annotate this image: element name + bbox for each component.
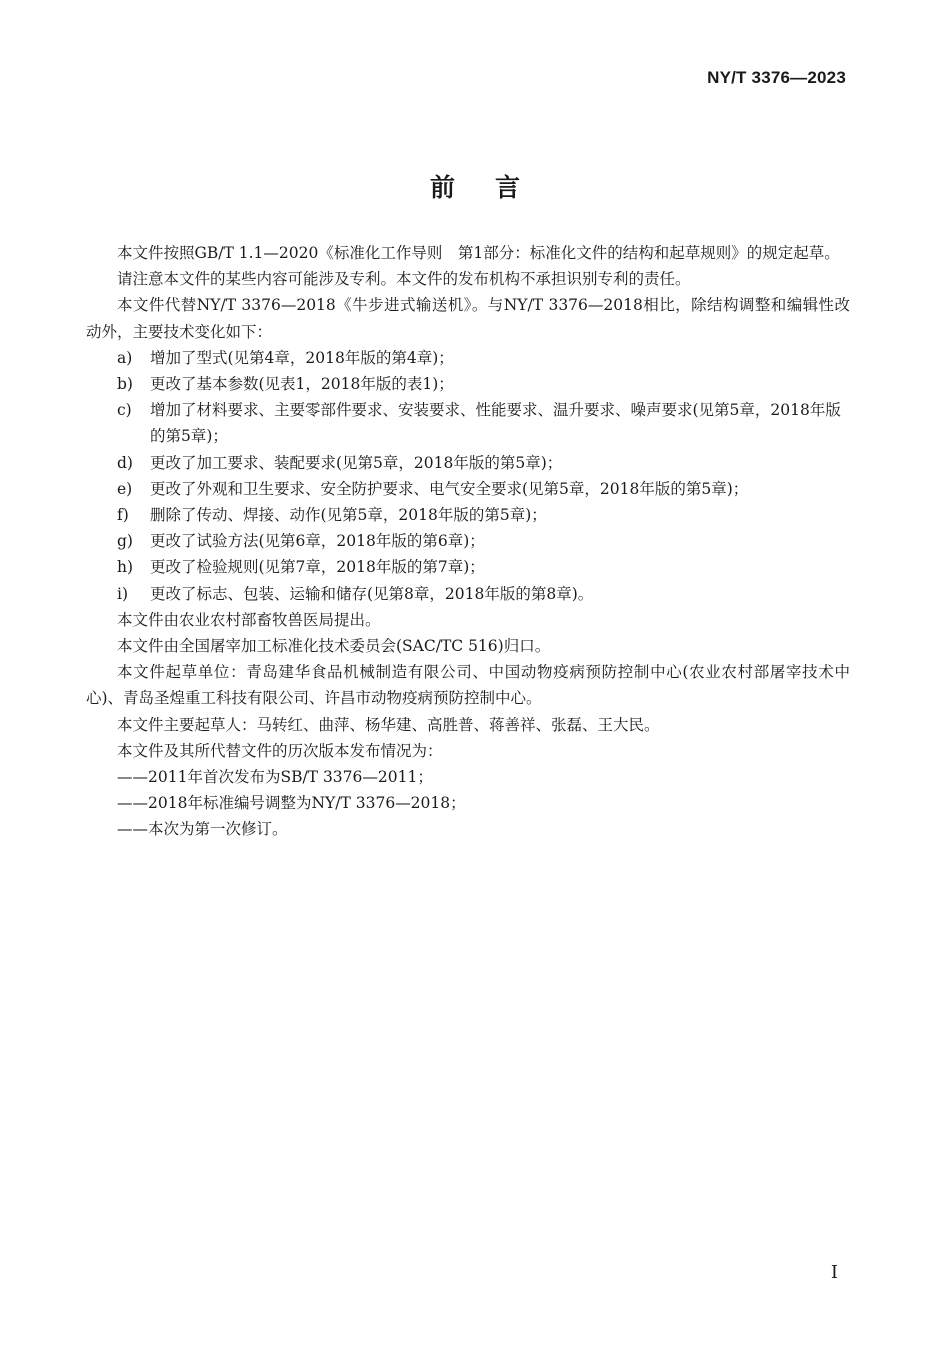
list-item-text: 更改了加工要求、装配要求(见第5章，2018年版的第5章)； — [150, 453, 563, 472]
foreword-body — [86, 240, 850, 843]
list-item — [86, 397, 850, 449]
list-item-text: 增加了材料要求、主要零部件要求、安装要求、性能要求、温升要求、噪声要求(见第5章，2018年版的第5章)； — [150, 401, 841, 446]
list-item — [86, 581, 850, 607]
page-number: I — [830, 1262, 838, 1283]
list-item-label: i) — [117, 584, 129, 603]
list-item-text: 更改了试验方法(见第6章，2018年版的第6章)； — [150, 532, 485, 551]
list-item-text: 增加了型式(见第4章，2018年版的第4章)； — [150, 348, 454, 367]
paragraph-patent-notice: 请注意本文件的某些内容可能涉及专利。本文件的发布机构不承担识别专利的责任。 — [117, 270, 691, 289]
list-item — [86, 476, 850, 502]
list-item — [86, 371, 850, 397]
standard-code: NY/T 3376—2023 — [707, 68, 846, 87]
list-item-text: 更改了标志、包装、运输和储存(见第8章，2018年版的第8章)。 — [150, 584, 594, 603]
paragraph-replacement: 本文件代替NY/T 3376—2018《牛步进式输送机》。与NY/T 3376—2018相比，除结构调整和编辑性改动外，主要技术变化如下： — [86, 296, 850, 341]
list-item-label: a) — [117, 348, 133, 367]
list-item-text: 更改了基本参数(见表1，2018年版的表1)； — [150, 375, 454, 394]
list-item-label: e) — [117, 479, 133, 498]
list-item — [86, 528, 850, 554]
paragraph-committee: 本文件由全国屠宰加工标准化技术委员会(SAC/TC 516)归口。 — [117, 637, 551, 656]
list-item-label: d) — [117, 453, 133, 472]
changes-list — [86, 345, 850, 607]
history-item: ——2018年标准编号调整为NY/T 3376—2018； — [117, 794, 466, 813]
list-item — [86, 554, 850, 580]
paragraph-drafting-units: 本文件起草单位：青岛建华食品机械制造有限公司、中国动物疫病预防控制中心(农业农村部屠宰技术中心)、青岛圣煌重工科技有限公司、许昌市动物疫病预防控制中心。 — [86, 663, 850, 708]
list-item-text: 更改了检验规则(见第7章，2018年版的第7章)； — [150, 558, 485, 577]
list-item-label: h) — [117, 558, 134, 577]
list-item-text: 删除了传动、焊接、动作(见第5章，2018年版的第5章)； — [150, 506, 547, 525]
paragraph-drafting-rules: 本文件按照GB/T 1.1—2020《标准化工作导则 第1部分：标准化文件的结构和起草规则》的规定起草。 — [117, 244, 840, 262]
list-item-label: g) — [117, 532, 133, 551]
page-title: 前言 — [429, 173, 560, 202]
paragraph-proposer: 本文件由农业农村部畜牧兽医局提出。 — [117, 610, 381, 629]
list-item-label: f) — [117, 506, 129, 525]
list-item — [86, 450, 850, 476]
list-item-label: b) — [117, 375, 133, 394]
history-list — [86, 764, 850, 843]
paragraph-history-intro: 本文件及其所代替文件的历次版本发布情况为： — [117, 741, 443, 760]
paragraph-drafters: 本文件主要起草人：马转红、曲萍、杨华建、高胜普、蒋善祥、张磊、王大民。 — [117, 715, 660, 734]
list-item-text: 更改了外观和卫生要求、安全防护要求、电气安全要求(见第5章，2018年版的第5章)； — [150, 479, 749, 498]
list-item — [86, 502, 850, 528]
list-item — [86, 345, 850, 371]
list-item-label: c) — [117, 401, 132, 420]
history-item: ——2011年首次发布为SB/T 3376—2011； — [117, 768, 433, 787]
history-item: ——本次为第一次修订。 — [117, 820, 288, 839]
